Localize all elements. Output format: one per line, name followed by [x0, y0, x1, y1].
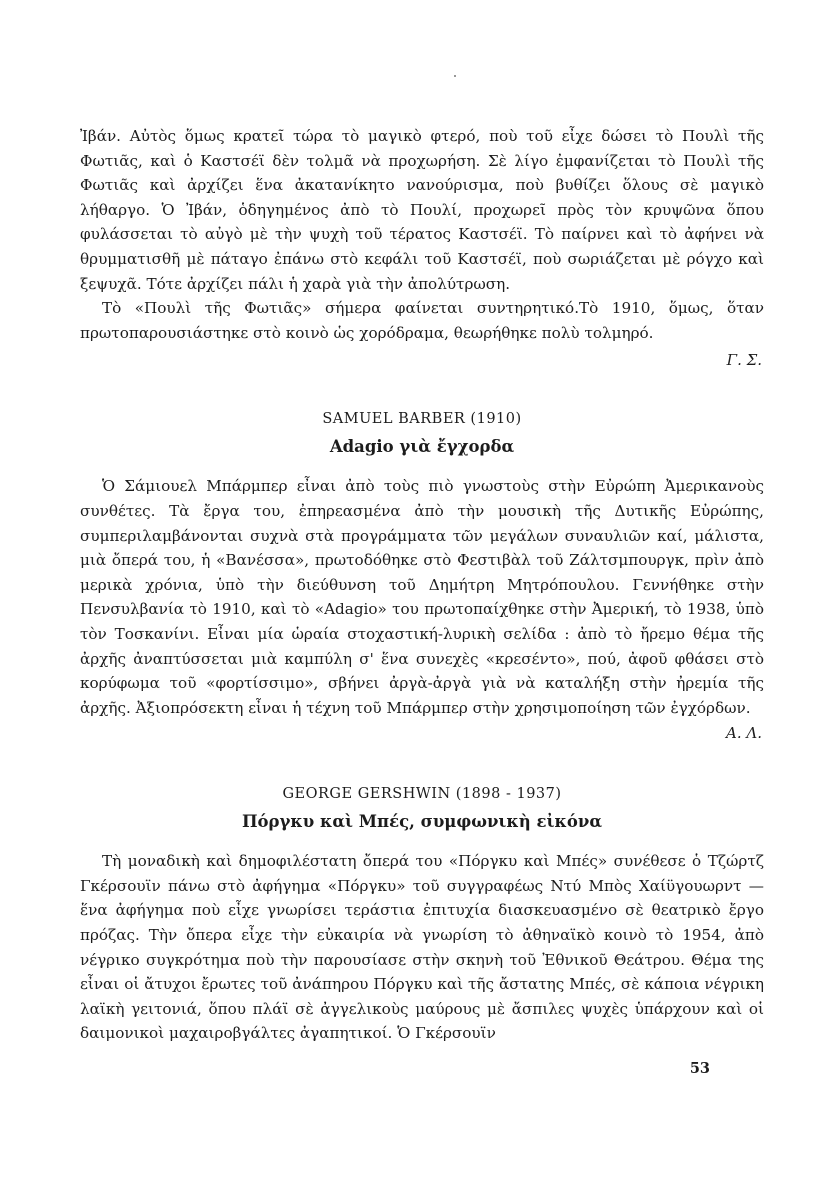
page-number: 53 [689, 1060, 710, 1077]
gershwin-composer-heading: GEORGE GERSHWIN (1898 - 1937) [282, 786, 562, 803]
stray-ink-dot [454, 75, 456, 77]
intro-paragraph-1: Ἰβάν. Αὐτὸς ὅμως κρατεῖ τώρα τὸ μαγικὸ φτερό, ποὺ τοῦ εἶχε δώσει τὸ Πουλὶ τῆς Φωτιᾶς, καὶ ὁ Καστσέϊ δὲν τολμᾶ νὰ προχωρήση. Σὲ λίγο ἐμφανίζεται τὸ Πουλὶ τῆς Φωτιᾶς καὶ ἀρχίζει ἕνα ἀκατανίκητο νανούρισμα, ποὺ βυθίζει ὅλους σὲ μαγικὸ λήθαργο. Ὁ Ἰβάν, ὁδηγημένος ἀπὸ τὸ Πουλί, προχωρεῖ πρὸς τὸν κρυψῶνα ὅπου φυλάσσεται τὸ αὐγὸ μὲ τὴν ψυχὴ τοῦ τέρατος Καστσέϊ. Τὸ παίρνει καὶ τὸ ἀφήνει νὰ θρυμματισθῆ μὲ πάταγο ἐπάνω στὸ κεφάλι τοῦ Καστσέϊ, ποὺ σωριάζεται μὲ ρόγχο καὶ ξεψυχᾶ. Τότε ἀρχίζει πάλι ἡ χαρὰ γιὰ τὴν ἀπολύτρωση. [80, 127, 764, 293]
gershwin-work-title: Πόργκυ καὶ Μπές, συμφωνικὴ εἰκόνα [241, 812, 603, 832]
gershwin-paragraph: Τὴ μοναδικὴ καὶ δημοφιλέστατη ὄπερά του «Πόργκυ καὶ Μπές» συνέθεσε ὁ Τζώρτζ Γκέρσουϊν πάνω στὸ ἀφήγημα «Πόργκυ» τοῦ συγγραφέως Ντύ Μπὸς Χαίϋγουωρντ — ἕνα ἀφήγημα ποὺ εἶχε γνωρίσει τεράστια ἐπιτυχία διασκευασμένο σὲ θεατρικὸ ἔργο πρόζας. Τὴν ὄπερα εἶχε τὴν εὐκαιρία νὰ γνωρίση τὸ ἀθηναϊκὸ κοινὸ τὸ 1954, ἀπὸ νέγρικο συγκρότημα ποὺ τὴν παρουσίασε στὴν σκηνὴ τοῦ Ἐθνικοῦ Θεάτρου. Θέμα της εἶναι οἱ ἄτυχοι ἔρωτες τοῦ ἀνάπηρου Πόργκυ καὶ τῆς ἄστατης Μπές, σὲ κάποια νέγρικη λαϊκὴ γειτονιά, ὅπου πλάϊ σὲ ἀγγελικοὺς μαύρους μὲ ἄσπιλες ψυχὲς ὑπάρχουν καὶ οἱ δαιμονικοὶ μαχαιροβγάλτες ἀγαπητικοί. Ὁ Γκέρσουϊν [80, 852, 764, 1043]
barber-signature: Α. Λ. [726, 724, 762, 743]
gershwin-section [80, 786, 764, 1046]
page-body [80, 124, 764, 1184]
intro-signature: Γ. Σ. [726, 351, 762, 370]
barber-composer-heading: SAMUEL BARBER (1910) [322, 411, 522, 428]
barber-work-title: Adagio γιὰ ἔγχορδα [329, 437, 515, 457]
barber-paragraph: Ὁ Σάμιουελ Μπάρμπερ εἶναι ἀπὸ τοὺς πιὸ γνωστοὺς στὴν Εὐρώπη Ἀμερικανοὺς συνθέτες. Τὰ ἔργα του, ἐπηρεασμένα ἀπὸ τὴν μουσικὴ τῆς Δυτικῆς Εὐρώπης, συμπεριλαμβάνονται συχνὰ στὰ προγράμματα τῶν μεγάλων συναυλιῶν καί, μάλιστα, μιὰ ὄπερά του, ἡ «Βανέσσα», πρωτοδόθηκε στὸ Φεστιβὰλ τοῦ Ζάλτσμπουργκ, πρὶν ἀπὸ μερικὰ χρόνια, ὑπὸ τὴν διεύθυνση τοῦ Δημήτρη Μητρόπουλου. Γεννήθηκε στὴν Πενσυλβανία τὸ 1910, καὶ τὸ «Adagio» του πρωτοπαίχθηκε στὴν Ἀμερική, τὸ 1938, ὑπὸ τὸν Τοσκανίνι. Εἶναι μία ὡραία στοχαστική-λυρικὴ σελίδα : ἀπὸ τὸ ἤρεμο θέμα τῆς ἀρχῆς ἀναπτύσσεται μιὰ καμπύλη σ' ἕνα συνεχὲς «κρεσέντο», πού, ἀφοῦ φθάσει στὸ κορύφωμα τοῦ «φορτίσσιμο», σβήνει ἀργὰ-ἀργὰ γιὰ νὰ καταλήξη στὴν ἠρεμία τῆς ἀρχῆς. Ἀξιοπρόσεκτη εἶναι ἡ τέχνη τοῦ Μπάρμπερ στὴν χρησιμοποίηση τῶν ἐγχόρδων. [80, 477, 764, 717]
intro-paragraph-2: Τὸ «Πουλὶ τῆς Φωτιᾶς» σήμερα φαίνεται συντηρητικό.Τὸ 1910, ὅμως, ὅταν πρωτοπαρουσιάστηκε στὸ κοινὸ ὡς χορόδραμα, θεωρήθηκε πολὺ τολμηρό. [80, 299, 764, 342]
intro-section [80, 124, 764, 371]
barber-section [80, 411, 764, 744]
